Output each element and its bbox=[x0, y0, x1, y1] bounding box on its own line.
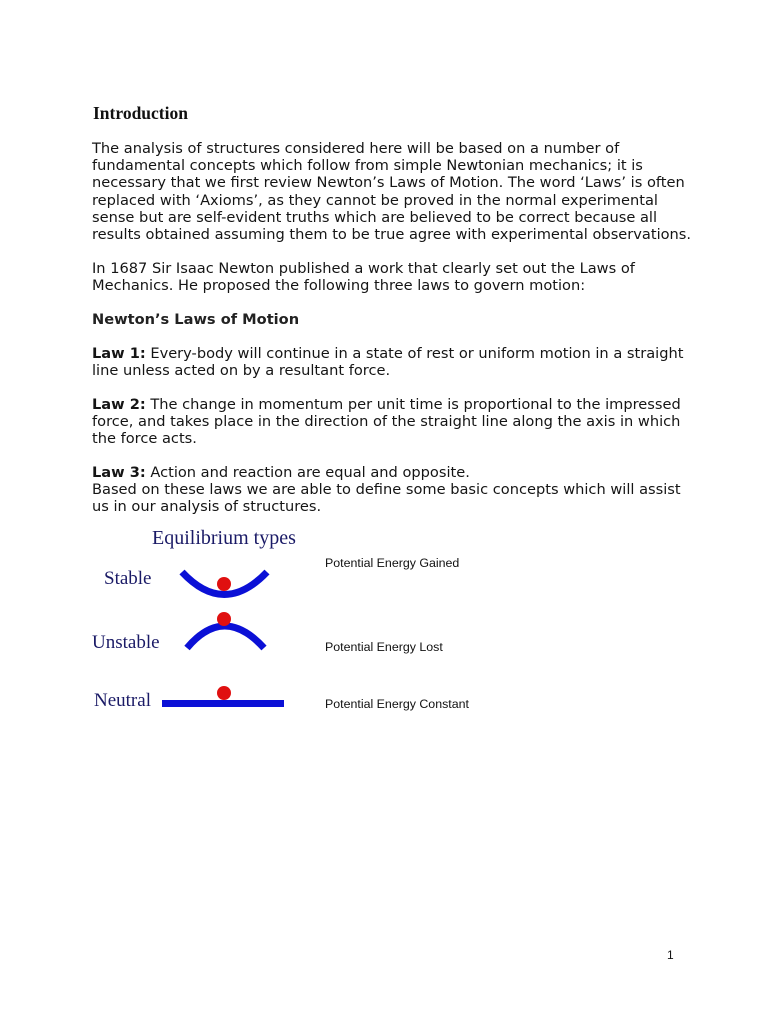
unstable-ball bbox=[217, 612, 231, 626]
neutral-energy-label: Potential Energy Constant bbox=[325, 697, 469, 711]
stable-label: Stable bbox=[104, 568, 152, 589]
law-1-text: Every-body will continue in a state of rest or uniform motion in a straight line unless acted on by a resultant force. bbox=[92, 345, 684, 380]
neutral-surface bbox=[162, 700, 284, 707]
page-number: 1 bbox=[667, 948, 674, 962]
law-2-text: The change in momentum per unit time is proportional to the impressed force, and takes place in the direction of the straight line along the axis in which the force acts. bbox=[92, 396, 681, 448]
law-3-label: Law 3: bbox=[92, 464, 146, 481]
law-1 bbox=[92, 345, 692, 379]
laws-heading: Newton’s Laws of Motion bbox=[92, 311, 300, 328]
page-title: Introduction bbox=[93, 103, 188, 123]
stable-energy-label: Potential Energy Gained bbox=[325, 556, 460, 570]
equilibrium-diagram bbox=[92, 522, 312, 722]
law-3 bbox=[92, 464, 692, 516]
unstable-label: Unstable bbox=[92, 632, 160, 653]
law-2-label: Law 2: bbox=[92, 396, 146, 413]
neutral-ball bbox=[217, 686, 231, 700]
neutral-label: Neutral bbox=[94, 690, 151, 711]
intro-paragraph: The analysis of structures considered here will be based on a number of fundamental concepts which follow from simple Newtonian mechanics; it is necessary that we first review Newton’s Laws of Motion. The word ‘Laws’ is often replaced with ‘Axioms’, as they cannot be proved in the normal experimental sense but are self-evident truths which are believed to be correct because all results obtained assuming them to be true agree with experimental observations. bbox=[92, 140, 692, 244]
stable-ball bbox=[217, 577, 231, 591]
law-2 bbox=[92, 396, 692, 448]
history-paragraph: In 1687 Sir Isaac Newton published a work that clearly set out the Laws of Mechanics. He proposed the following three laws to govern motion: bbox=[92, 260, 635, 295]
unstable-energy-label: Potential Energy Lost bbox=[325, 640, 443, 654]
figure-title: Equilibrium types bbox=[152, 527, 296, 549]
closing-paragraph: Based on these laws we are able to define some basic concepts which will assist us in our analysis of structures. bbox=[92, 481, 681, 516]
unstable-hill bbox=[187, 626, 264, 648]
law-3-text: Action and reaction are equal and opposite. bbox=[145, 464, 470, 481]
equilibrium-figure bbox=[92, 522, 312, 722]
law-1-label: Law 1: bbox=[92, 345, 146, 362]
